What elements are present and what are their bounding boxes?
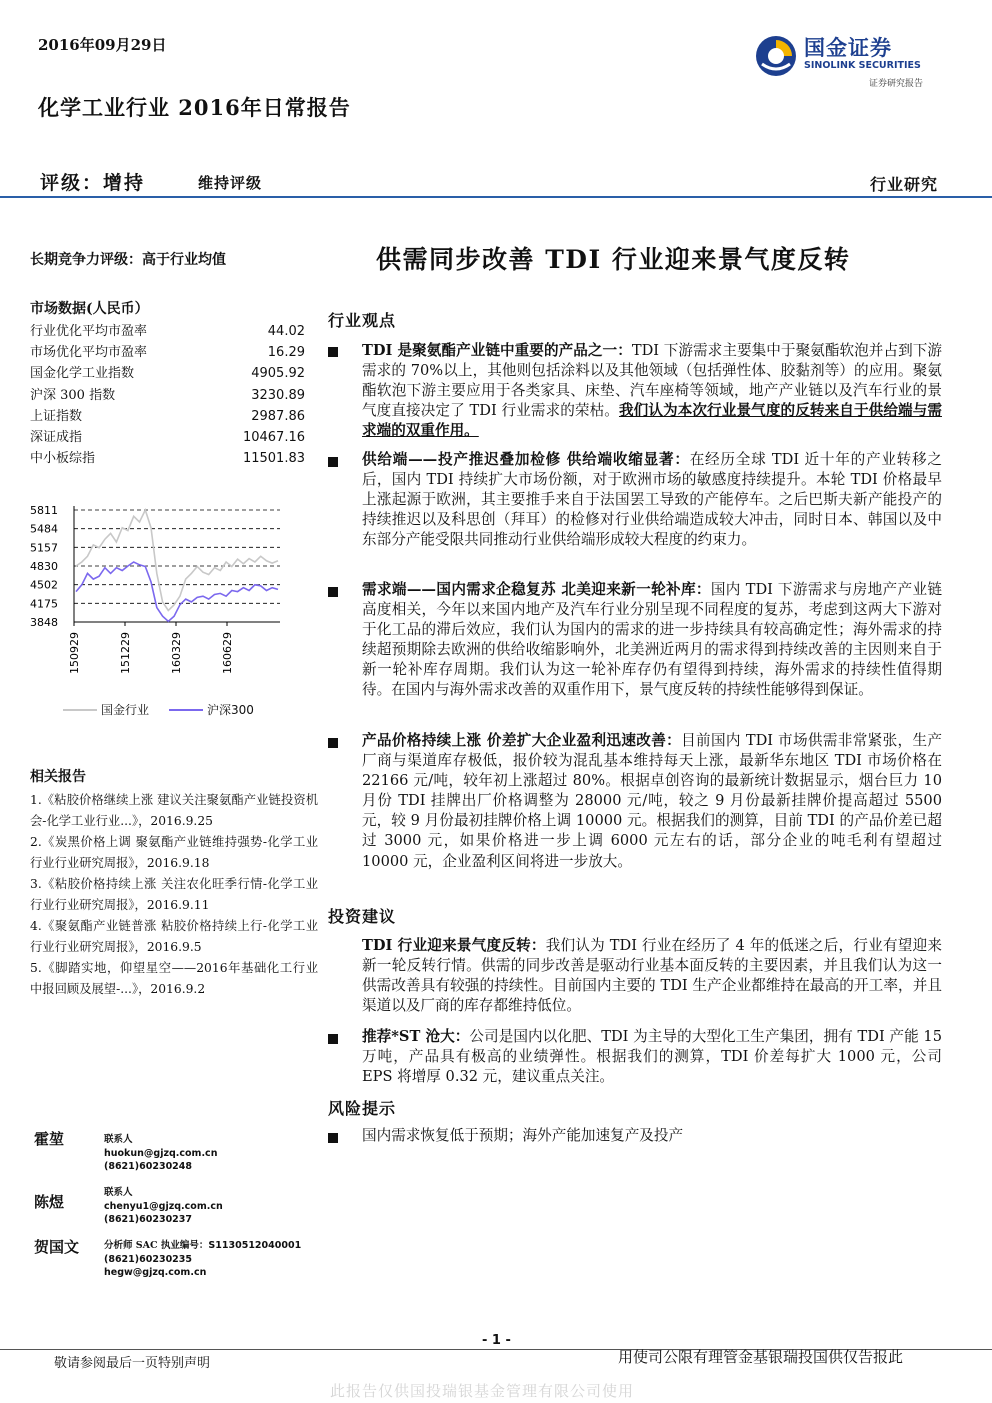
market-value: 16.29 — [267, 345, 305, 361]
market-row — [30, 342, 305, 363]
market-value: 44.02 — [267, 324, 305, 339]
rating: 评级：增持 — [40, 172, 146, 194]
company-logo — [754, 28, 949, 92]
analyst-role: 联系人 — [104, 1134, 133, 1145]
market-row — [30, 448, 305, 469]
market-value: 3230.89 — [251, 387, 305, 403]
bullet-icon — [328, 1034, 338, 1044]
related-reports-title: 相关报告 — [30, 769, 86, 785]
legend-label-hs300: 沪深300 — [207, 703, 254, 717]
chart-legend — [63, 701, 254, 718]
paragraph-body: 在经历全球 TDI 近十年的产业转移之后，国内 TDI 持续扩大市场份额，对于欧洲市场的敏感度持续提升。本轮 TDI 价格最早上涨起源于欧洲，其主要推手来自于法国罢工导致的产能停车。之后巴斯夫新产能投产的持续推迟以及科思创（拜耳）的检修对行业供给端造成较大冲击，同时日本、韩国以及中东部分产能受限共同推动行业供给端形成较大程度的约束力。 — [362, 451, 942, 549]
bullet-icon — [328, 347, 338, 357]
market-label: 国金化学工业指数 — [30, 366, 135, 382]
section-title-risk: 风险提示 — [328, 1099, 397, 1118]
analyst-phone: (8621)60230235 — [104, 1253, 193, 1265]
watermark: 此报告仅供国投瑞银基金管理有限公司使用 — [330, 1382, 635, 1400]
market-row — [30, 406, 305, 427]
analyst-role: 分析师 SAC 执业编号： — [104, 1240, 209, 1251]
analyst-email[interactable]: hegw@gjzq.com.cn — [104, 1267, 207, 1278]
section-title-industry-view: 行业观点 — [328, 311, 397, 330]
analyst-email[interactable]: chenyu1@gjzq.com.cn — [104, 1200, 223, 1212]
footer-right-text: 用使司公限有理管金基银瑞投国供仅告报此 — [618, 1348, 904, 1366]
market-value: 2987.86 — [251, 408, 305, 424]
logo-en-text: SINOLINK SECURITIES — [804, 60, 921, 71]
paragraph-recommendation — [362, 1027, 942, 1087]
related-report-item[interactable]: 5.《脚踏实地，仰望星空——2016年基础化工行业中报回顾及展望-...》，2016.9.2 — [30, 961, 318, 996]
paragraph-lead: 供给端——投产推迟叠加检修 供给端收缩显著： — [362, 451, 690, 468]
market-label: 中小板综指 — [30, 451, 96, 467]
paragraph-body: 目前国内 TDI 市场供需非常紧张，生产厂商与渠道库存极低，报价较为混乱基本维持每天上涨，最新华东地区 TDI 市场价格在 22166 元/吨，较年初上涨超过 80%。根据卓创咨询的最新统计数据显示，烟台巨力 10 月份 TDI 挂牌出厂价格调整为 28000 元/吨，较之 9 月份最新挂牌价提高超过 5500 元，较 9 月份最初挂牌价格上调 10000 元。根据我们的测算，目前 TDI 的产品价差已超过 3000 元，如果价格进一步上调 6000 元左右的话，部分企业的吨毛利有望超过 10000 元，企业盈利区间将进一步放大。 — [362, 732, 942, 870]
analyst-phone: (8621)60230237 — [104, 1214, 193, 1225]
y-tick-label: 4502 — [30, 578, 58, 592]
paragraph-lead: TDI 是聚氨酯产业链中重要的产品之一： — [362, 342, 632, 359]
series-line-industry — [76, 510, 278, 611]
paragraph-body: TDI 下游需求主要集中于聚氨酯软泡并占到下游需求的 70%以上，其他则包括涂料以及其他领域（包括弹性体、胶黏剂等）的应用。聚氨酯软泡下游主要应用于各类家具、床垫、汽车座椅等领域，地产产业链以及汽车行业的景气度直接决定了 TDI 行业需求的荣枯。 — [362, 342, 942, 420]
x-tick-label: 160329 — [170, 632, 183, 674]
x-tick-label: 160629 — [221, 632, 234, 674]
legend-swatch-hs300 — [169, 709, 203, 711]
related-reports-list — [30, 790, 318, 1000]
y-tick-label: 4830 — [30, 560, 58, 573]
competitiveness-rating: 长期竞争力评级：高于行业均值 — [30, 252, 226, 268]
legend-swatch-industry — [63, 709, 97, 711]
analyst-name: 陈煜 — [34, 1193, 65, 1211]
paragraph-lead: 推荐*ST 沧大： — [362, 1028, 470, 1045]
related-report-item[interactable]: 4.《聚氨酯产业链普涨 粘胶价格持续上行-化学工业行业行业研究周报》，2016.9.5 — [30, 919, 318, 954]
related-report-item[interactable]: 1.《粘胶价格继续上涨 建议关注聚氨酯产业链投资机会-化学工业行业...》，2016.9.25 — [30, 793, 318, 828]
paragraph-price — [362, 731, 942, 872]
analyst-name: 霍堃 — [34, 1130, 65, 1148]
report-date: 2016年09月29日 — [38, 36, 167, 54]
legend-item-hs300 — [169, 701, 254, 718]
paragraph-risk — [362, 1126, 942, 1146]
analyst-email[interactable]: huokun@gjzq.com.cn — [104, 1147, 218, 1159]
series-line-hs300 — [76, 562, 278, 621]
paragraph-lead: 产品价格持续上涨 价差扩大企业盈利迅速改善： — [362, 732, 682, 749]
legend-label-industry: 国金行业 — [101, 703, 150, 717]
paragraph-body: 国内 TDI 下游需求与房地产产业链高度相关，今年以来国内地产及汽车行业分别呈现不同程度的复苏，考虑到这两大下游对于化工品的滞后效应，我们认为国内的需求的进一步持续具有较高确定性；海外需求的持续超预期除去欧洲的供给收缩影响外，北美洲近两月的需求得到持续改善的主因则来自于新一轮补库存周期。我们认为这一轮补库存仍有望得到持续，海外需求的持续性值得期待。在国内与海外需求改善的双重作用下，景气度反转的持续性能够得到保证。 — [362, 581, 942, 699]
related-report-item[interactable]: 3.《粘胶价格持续上涨 关注农化旺季行情-化学工业行业行业研究周报》，2016.9.11 — [30, 877, 318, 912]
rating-keep: 维持评级 — [198, 174, 263, 192]
analyst-contact — [104, 1133, 217, 1174]
related-report-item[interactable]: 2.《炭黑价格上调 聚氨酯产业链维持强势-化学工业行业行业研究周报》，2016.9.18 — [30, 835, 318, 870]
bullet-icon — [328, 1133, 338, 1143]
header-divider — [0, 196, 992, 198]
logo-cn-text: 国金证券 — [804, 36, 892, 60]
analyst-role: 联系人 — [104, 1187, 133, 1198]
paragraph-lead: TDI 行业迎来景气度反转： — [362, 937, 546, 954]
logo-icon — [754, 34, 798, 78]
analyst-sac-number: S1130512040001 — [208, 1240, 302, 1251]
section-title-investment: 投资建议 — [328, 907, 397, 926]
paragraph-supply-side — [362, 450, 942, 550]
bullet-icon — [328, 587, 338, 597]
market-label: 沪深 300 指数 — [30, 387, 116, 403]
bullet-icon — [328, 738, 338, 748]
paragraph-investment — [362, 936, 942, 1016]
report-headline: 供需同步改善 TDI 行业迎来景气度反转 — [376, 245, 851, 274]
market-label: 市场优化平均市盈率 — [30, 345, 148, 361]
bullet-icon — [328, 457, 338, 467]
market-label: 深证成指 — [30, 429, 83, 445]
paragraph-body: 我们认为 TDI 行业在经历了 4 年的低迷之后，行业有望迎来新一轮反转行情。供需的同步改善是驱动行业基本面反转的主要因素，并且我们认为这一供需改善具有较强的持续性。目前国内主要的 TDI 生产企业都维持在最高的开工率，并且渠道以及厂商的库存都维持低位。 — [362, 937, 942, 1015]
logo-subtitle: 证券研究报告 — [869, 79, 924, 89]
analyst-contact — [104, 1186, 223, 1227]
x-tick-label: 151229 — [119, 632, 132, 674]
analyst-contact — [104, 1239, 301, 1280]
paragraph-body: 国内需求恢复低于预期；海外产能加速复产及投产 — [362, 1127, 684, 1144]
market-data-title: 市场数据(人民币） — [30, 301, 149, 317]
index-line-chart — [28, 496, 290, 696]
market-row — [30, 385, 305, 406]
paragraph-demand-side — [362, 580, 942, 701]
page-number: - 1 - — [482, 1333, 511, 1348]
x-tick-label: 150929 — [68, 632, 81, 674]
y-tick-label: 4175 — [30, 597, 58, 611]
market-data-table — [30, 321, 305, 469]
y-tick-label: 5484 — [30, 522, 58, 536]
market-label: 上证指数 — [30, 408, 83, 424]
paragraph-tdi-overview — [362, 341, 942, 441]
market-row — [30, 321, 305, 342]
footer-disclaimer: 敬请参阅最后一页特别声明 — [54, 1356, 211, 1371]
market-value: 11501.83 — [242, 451, 305, 467]
market-value: 4905.92 — [251, 366, 305, 382]
y-tick-label: 3848 — [30, 616, 58, 629]
report-title: 化学工业行业 2016年日常报告 — [38, 95, 351, 120]
paragraph-lead: 需求端——国内需求企稳复苏 北美迎来新一轮补库： — [362, 581, 711, 598]
market-row — [30, 427, 305, 448]
market-row — [30, 363, 305, 384]
y-tick-label: 5157 — [30, 541, 58, 555]
market-value: 10467.16 — [242, 429, 305, 445]
report-category: 行业研究 — [869, 175, 938, 194]
paragraph-conclusion: 我们认为本次行业景气度的反转来自于供给端与需求端的双重作用。 — [362, 402, 942, 440]
y-tick-label: 5811 — [30, 504, 58, 517]
paragraph-body: 公司是国内以化肥、TDI 为主导的大型化工生产集团，拥有 TDI 产能 15 万吨，产品具有极高的业绩弹性。根据我们的测算，TDI 价差每扩大 1000 元，公司 EPS 将增厚 0.32 元，建议重点关注。 — [362, 1028, 942, 1086]
market-label: 行业优化平均市盈率 — [30, 324, 148, 339]
analyst-phone: (8621)60230248 — [104, 1161, 193, 1172]
analyst-name: 贺国文 — [34, 1238, 80, 1256]
